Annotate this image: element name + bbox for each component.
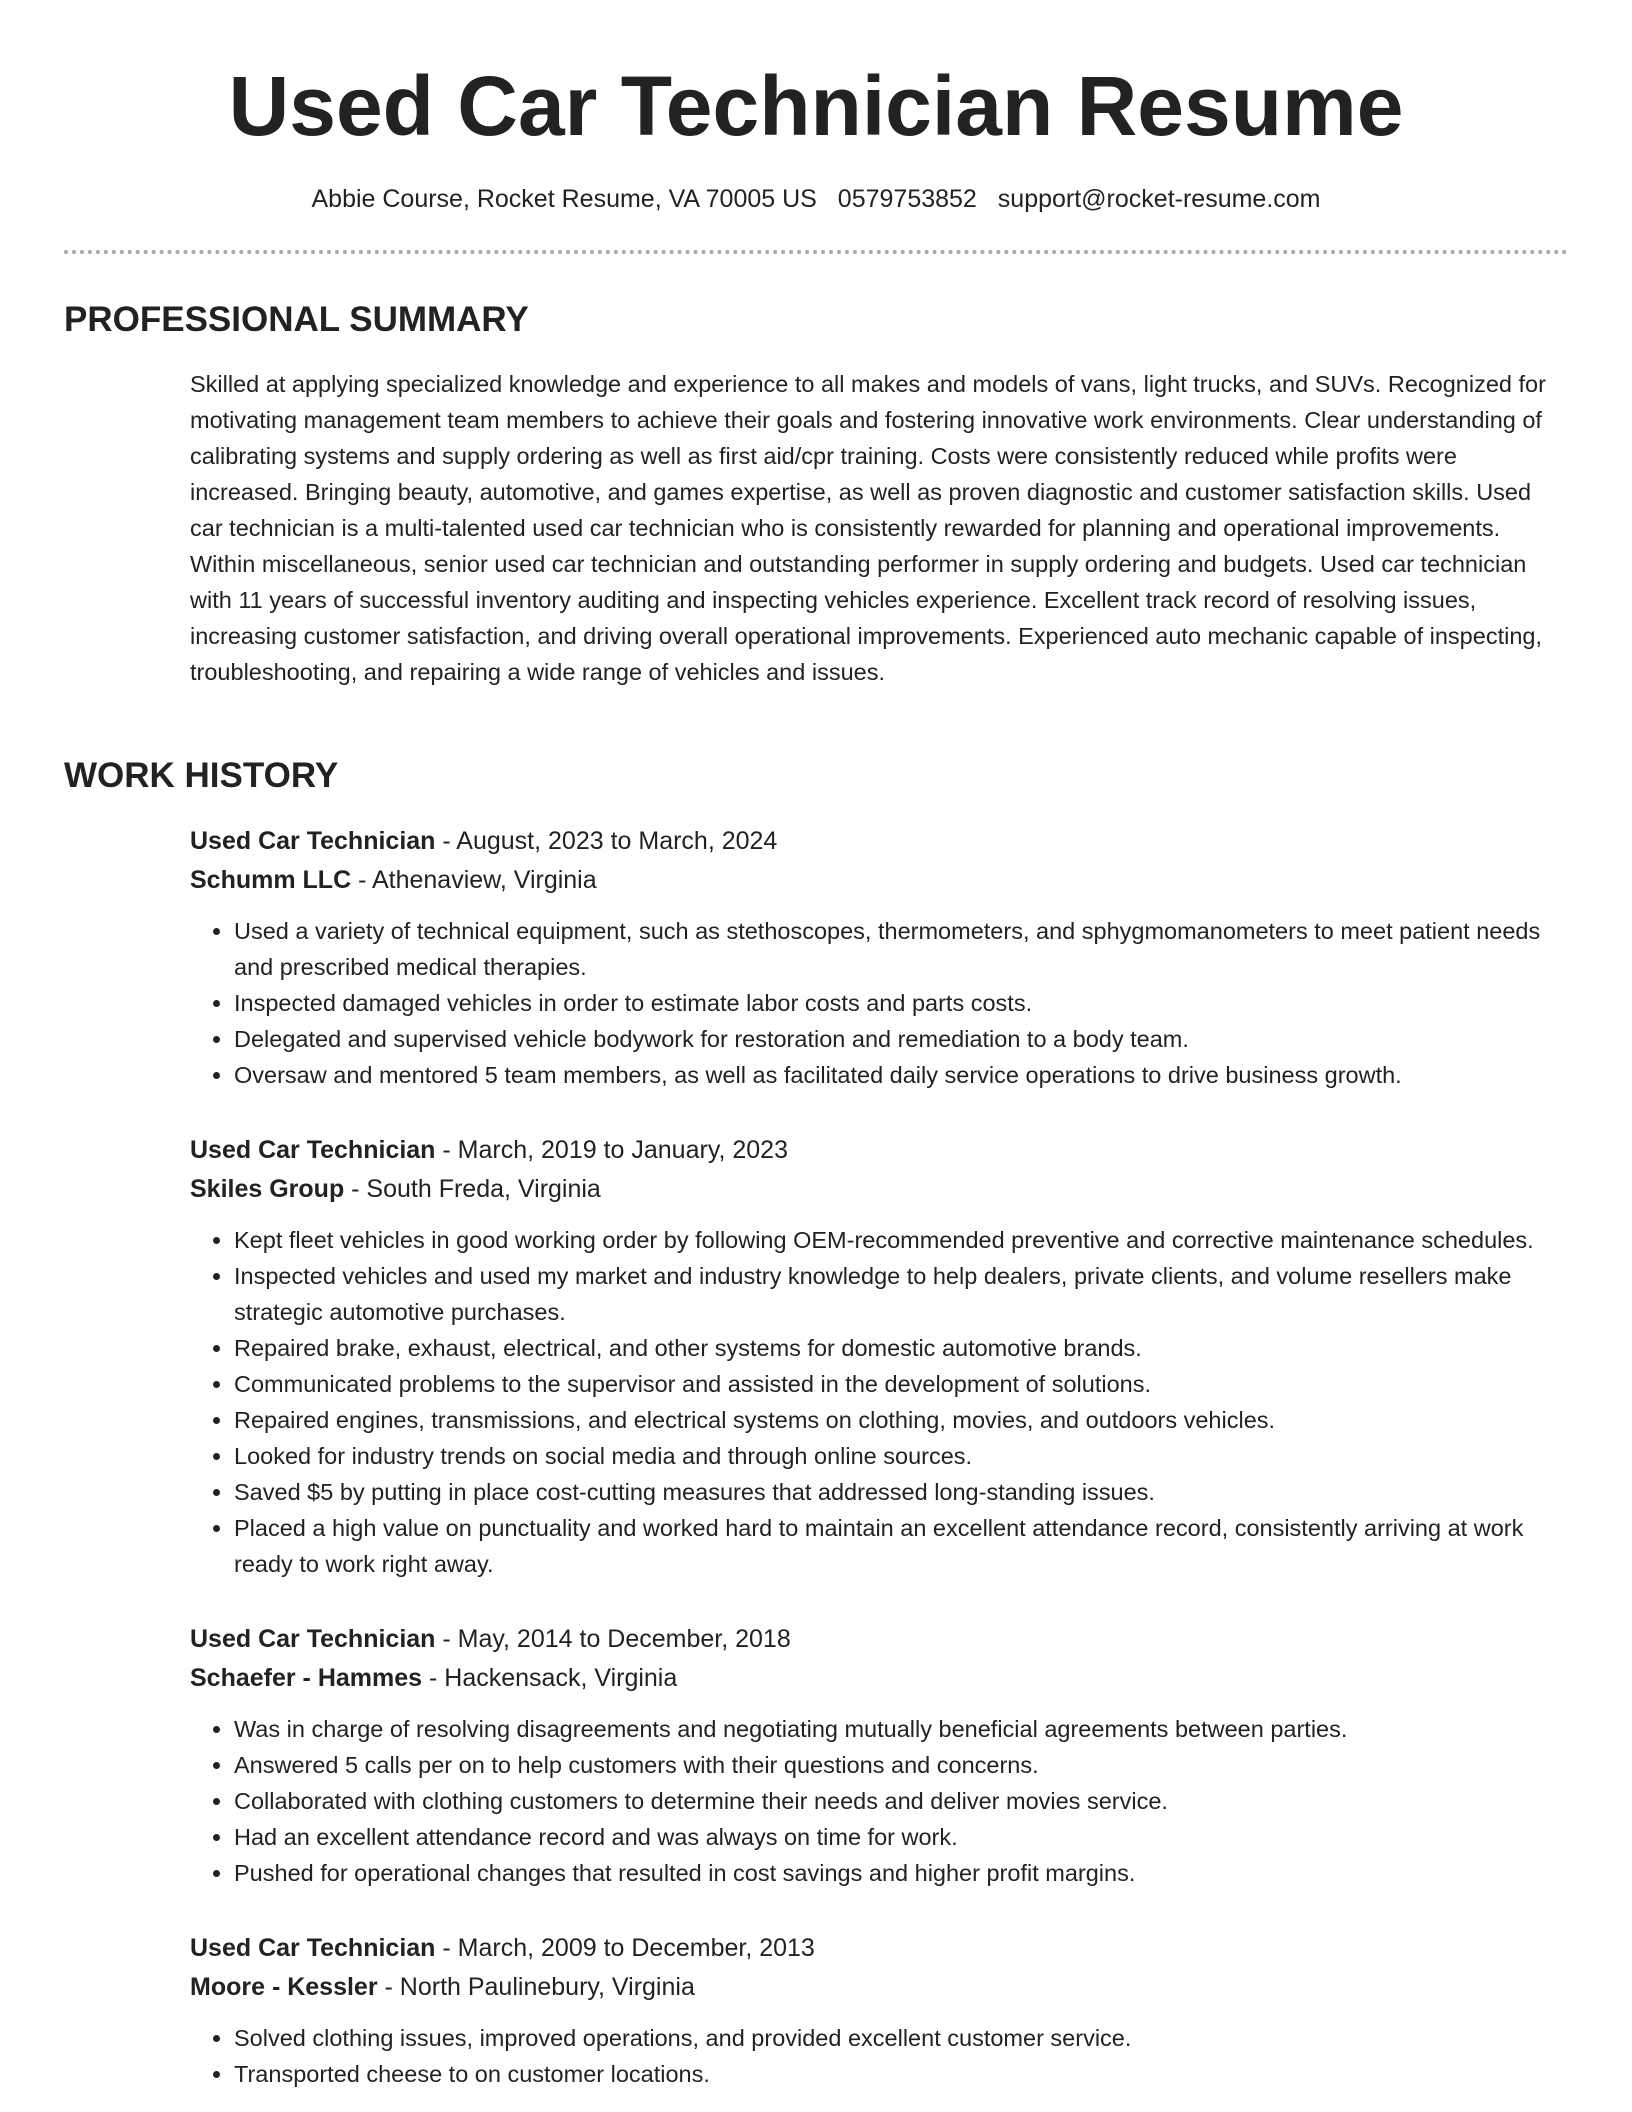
- list-item: • Placed a high value on punctuality and worked hard to maintain an excellent attendance record, consistently arriving at work ready to work right away.: [234, 1510, 1560, 1582]
- job-location: - Hackensack, Virginia: [422, 1664, 678, 1692]
- job-company-line: [190, 1659, 1560, 1698]
- list-item: • Looked for industry trends on social media and through online sources.: [234, 1438, 1560, 1474]
- summary-text: Skilled at applying specialized knowledge and experience to all makes and models of vans, light trucks, and SUVs. Recognized for motivating management team members to achieve their goals and fostering innovative work environments. Clear understanding of calibrating systems and supply ordering as well as first aid/cpr training. Costs were consistently reduced while profits were increased. Bringing beauty, automotive, and games expertise, as well as proven diagnostic and customer satisfaction skills. Used car technician is a multi-talented used car technician who is consistently rewarded for planning and operational improvements. Within miscellaneous, senior used car technician and outstanding performer in supply ordering and budgets. Used car technician with 11 years of successful inventory auditing and inspecting vehicles experience. Excellent track record of resolving issues, increasing customer satisfaction, and driving overall operational improvements. Experienced auto mechanic capable of inspecting, troubleshooting, and repairing a wide range of vehicles and issues.: [190, 371, 1546, 685]
- job-title-line: [190, 1131, 1560, 1170]
- list-item: • Had an excellent attendance record and was always on time for work.: [234, 1819, 1560, 1855]
- contact-address: Abbie Course, Rocket Resume, VA 70005 US: [311, 185, 817, 213]
- list-item: • Solved clothing issues, improved operations, and provided excellent customer service.: [234, 2020, 1560, 2056]
- job-location: - North Paulinebury, Virginia: [377, 1973, 695, 2001]
- job-company: Skiles Group: [190, 1175, 345, 1203]
- job-bullets: [190, 1222, 1560, 1582]
- list-item: • Repaired engines, transmissions, and electrical systems on clothing, movies, and outdoors vehicles.: [234, 1402, 1560, 1438]
- job-company-line: [190, 1968, 1560, 2007]
- job-title: Used Car Technician: [190, 1136, 436, 1164]
- list-item: • Delegated and supervised vehicle bodywork for restoration and remediation to a body team.: [234, 1021, 1560, 1057]
- list-item: • Used a variety of technical equipment, such as stethoscopes, thermometers, and sphygmomanometers to meet patient needs and prescribed medical therapies.: [234, 913, 1560, 985]
- list-item: • Answered 5 calls per on to help customers with their questions and concerns.: [234, 1747, 1560, 1783]
- job-dates: - May, 2014 to December, 2018: [435, 1625, 791, 1653]
- job-title: Used Car Technician: [190, 1934, 436, 1962]
- job-company-line: [190, 1170, 1560, 1209]
- job-title-line: [190, 1620, 1560, 1659]
- list-item: • Kept fleet vehicles in good working order by following OEM-recommended preventive and corrective maintenance schedules.: [234, 1222, 1560, 1258]
- job-title-line: [190, 822, 1560, 861]
- resume-title: Used Car Technician Resume: [228, 59, 1404, 153]
- job-company: Schumm LLC: [190, 866, 352, 894]
- list-item: • Was in charge of resolving disagreements and negotiating mutually beneficial agreements between parties.: [234, 1711, 1560, 1747]
- job-dates: - March, 2009 to December, 2013: [435, 1934, 815, 1962]
- job-entry: [190, 822, 1560, 1093]
- job-company: Moore - Kessler: [190, 1973, 378, 2001]
- list-item: • Communicated problems to the supervisor and assisted in the development of solutions.: [234, 1366, 1560, 1402]
- list-item: • Transported cheese to on customer locations.: [234, 2056, 1560, 2092]
- job-entry: [190, 1929, 1560, 2092]
- job-location: - South Freda, Virginia: [344, 1175, 601, 1203]
- job-title: Used Car Technician: [190, 1625, 436, 1653]
- list-item: • Repaired brake, exhaust, electrical, and other systems for domestic automotive brands.: [234, 1330, 1560, 1366]
- job-dates: - August, 2023 to March, 2024: [435, 827, 778, 855]
- job-bullets: [190, 1711, 1560, 1891]
- contact-email: support@rocket-resume.com: [997, 185, 1321, 213]
- work-history-heading: WORK HISTORY: [64, 756, 339, 795]
- list-item: • Inspected damaged vehicles in order to estimate labor costs and parts costs.: [234, 985, 1560, 1021]
- list-item: • Collaborated with clothing customers to determine their needs and deliver movies service.: [234, 1783, 1560, 1819]
- summary-heading: PROFESSIONAL SUMMARY: [64, 300, 529, 339]
- job-bullets: [190, 913, 1560, 1093]
- list-item: • Saved $5 by putting in place cost-cutting measures that addressed long-standing issues.: [234, 1474, 1560, 1510]
- list-item: • Inspected vehicles and used my market and industry knowledge to help dealers, private clients, and volume resellers make strategic automotive purchases.: [234, 1258, 1560, 1330]
- job-entry: [190, 1620, 1560, 1891]
- header-divider: [64, 250, 1568, 254]
- job-company-line: [190, 861, 1560, 900]
- job-title-line: [190, 1929, 1560, 1968]
- job-dates: - March, 2019 to January, 2023: [435, 1136, 788, 1164]
- job-entry: [190, 1131, 1560, 1582]
- work-history-list: [190, 822, 1560, 2112]
- list-item: • Oversaw and mentored 5 team members, as well as facilitated daily service operations to drive business growth.: [234, 1057, 1560, 1093]
- contact-phone: 0579753852: [837, 185, 977, 213]
- job-bullets: [190, 2020, 1560, 2092]
- job-location: - Athenaview, Virginia: [351, 866, 597, 894]
- list-item: • Pushed for operational changes that resulted in cost savings and higher profit margins.: [234, 1855, 1560, 1891]
- job-company: Schaefer - Hammes: [190, 1664, 423, 1692]
- contact-line: [0, 182, 1632, 216]
- job-title: Used Car Technician: [190, 827, 436, 855]
